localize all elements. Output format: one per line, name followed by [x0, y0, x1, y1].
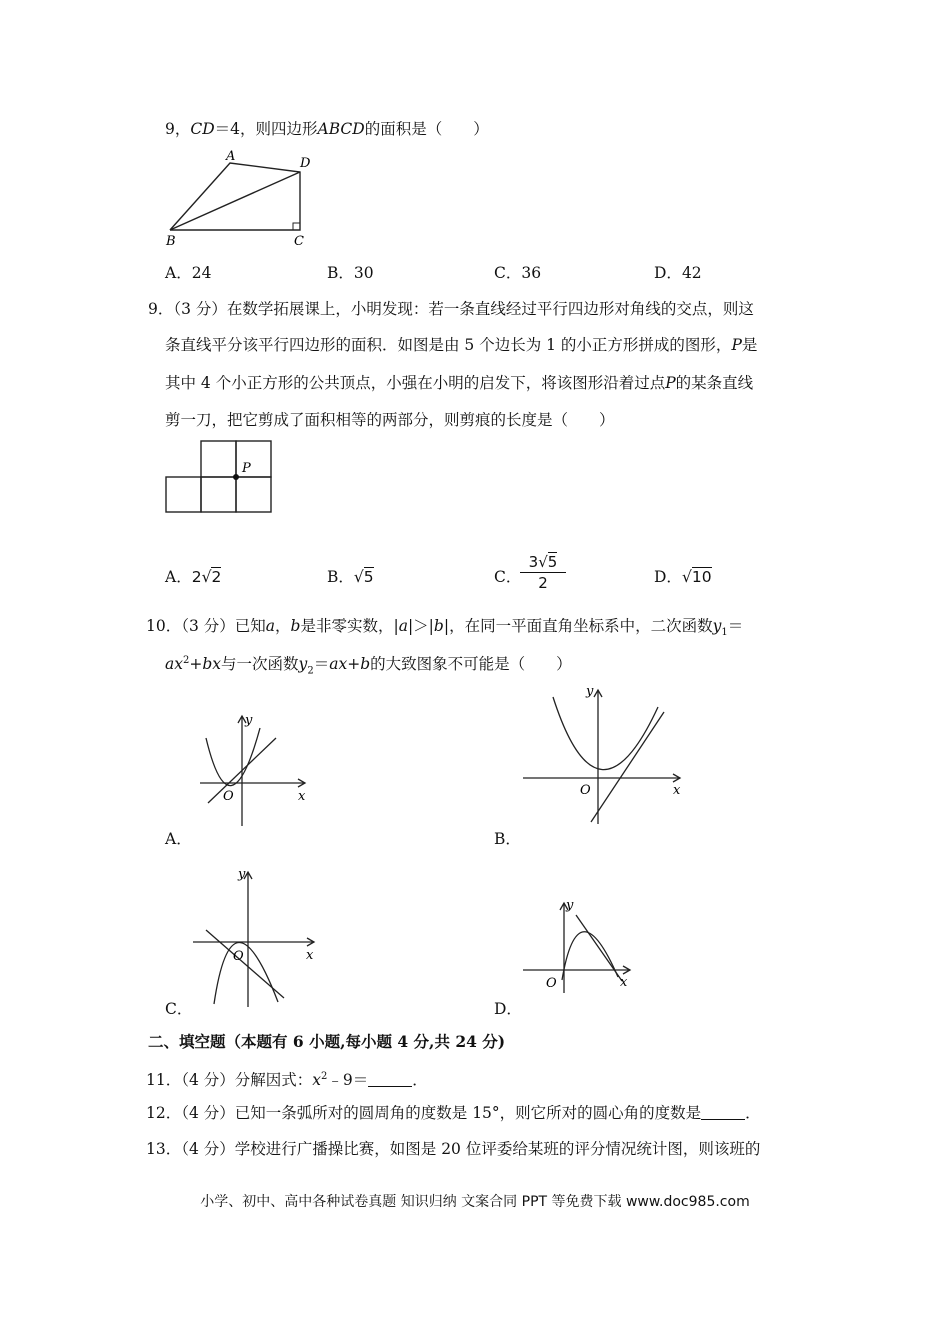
q9-option-c-numerator: 3√5 — [520, 552, 566, 573]
q9-square-top-left — [201, 441, 236, 477]
q9-option-c-fraction — [520, 552, 566, 593]
q11-tail: ﹣9＝ — [327, 1071, 369, 1090]
q10-b-line — [591, 712, 664, 822]
q9-option-c — [494, 566, 521, 588]
q9-option-d-letter: D． — [654, 568, 682, 586]
q8-option-d — [654, 262, 702, 284]
q13-text: 13．（4 分）学校进行广播操比赛，如图是 20 位评委给某班的评分情况统计图，则该班的 — [146, 1140, 761, 1158]
q10-graph-a — [190, 708, 320, 830]
q8-option-b-letter: B． — [327, 264, 354, 282]
q12-text: 12．（4 分）已知一条弧所对的圆周角的度数是 15°，则它所对的圆心角的度数是 — [146, 1104, 702, 1122]
q10-option-a: A． — [165, 830, 192, 848]
q10-var-a: a — [265, 617, 276, 635]
q10-y2-sub: 2 — [307, 665, 314, 677]
q9-option-d-radicand: 10 — [691, 568, 712, 586]
q10-a-y-label: y — [245, 713, 253, 728]
q9-option-a-radical: √2 — [201, 568, 222, 586]
q10-line-1-text: 10．（3 分）已知 — [146, 617, 266, 635]
section-2-title: 二、填空题（本题有 6 小题,每小题 4 分,共 24 分) — [148, 1032, 506, 1051]
q8-stem — [165, 119, 489, 139]
q10-d-line — [576, 915, 622, 981]
q8-quadrilateral-figure — [160, 145, 320, 250]
q8-label-c: C — [294, 234, 304, 249]
q10-c-x-label: x — [306, 948, 314, 963]
q9-line-3-text: 其中 4 个小正方形的公共顶点，小强在小明的启发下，将该图形沿着过点 — [165, 374, 666, 392]
q8-label-b: B — [166, 234, 176, 249]
q8-option-c — [494, 262, 541, 284]
q9-line-3-p: P — [665, 374, 676, 392]
q9-option-a — [165, 566, 221, 588]
q12-line — [146, 1103, 761, 1123]
q11-prefix: 11．（4 分）分解因式： — [146, 1071, 313, 1090]
q8-text-1: ＝4，则四边形 — [214, 120, 318, 138]
q10-y1-sub: 1 — [721, 627, 728, 639]
q9-option-a-coef: 2 — [191, 568, 202, 586]
q9-option-d — [654, 566, 712, 588]
q8-label-d: D — [300, 156, 311, 171]
q11-end: ． — [412, 1071, 428, 1090]
q10-d-origin: O — [546, 976, 557, 991]
q9-line-2 — [165, 335, 757, 355]
page-footer: 小学、初中、高中各种试卷真题 知识归纳 文案合同 PPT 等免费下载 www.doc985.com — [200, 1194, 750, 1210]
q10-d-x-label: x — [620, 975, 628, 990]
q9-option-c-radicand: 5 — [547, 553, 558, 571]
q10-eq-2: ＝ — [313, 655, 330, 674]
q8-option-c-letter: C． — [494, 264, 522, 282]
q8-option-d-value: 42 — [681, 264, 702, 282]
q9-point-p — [233, 474, 239, 480]
q8-option-a-letter: A． — [165, 264, 192, 282]
q9-option-b — [327, 566, 374, 588]
q10-ax-2: ax — [329, 655, 348, 674]
q8-cd: CD — [190, 120, 215, 138]
q10-plus: + — [189, 655, 203, 674]
q10-b-origin: O — [580, 783, 591, 798]
q8-option-a-value: 24 — [191, 264, 212, 282]
q10-c-origin: O — [233, 949, 244, 964]
q10-plus-2: + — [347, 655, 361, 674]
q10-y2: y — [298, 655, 308, 674]
q10-option-d: D． — [494, 1000, 522, 1018]
q10-c-parabola — [214, 942, 278, 1004]
q10-graph-d — [518, 895, 638, 995]
q10-b-parabola — [553, 697, 658, 770]
q9-square-bottom-1 — [166, 477, 201, 512]
q10-ax: ax — [165, 655, 183, 674]
q10-c-line — [206, 930, 284, 998]
q8-diagonal-bd — [170, 172, 300, 230]
q8-outline — [170, 163, 300, 230]
q9-squares-figure — [160, 436, 280, 518]
q10-line-2 — [165, 651, 572, 681]
q10-eq-1: ＝ — [727, 617, 744, 635]
q9-square-bottom-3 — [236, 477, 271, 512]
q10-d-y-label: y — [566, 898, 574, 913]
q10-line-1-text-3: |，在同一平面直角坐标系中，二次函数 — [443, 617, 713, 635]
q11-x: x — [312, 1071, 322, 1090]
q8-option-b — [327, 262, 374, 284]
q9-line-2-text: 条直线平分该平行四边形的面积．如图是由 5 个边长为 1 的小正方形拼成的图形， — [165, 336, 732, 354]
q9-square-bottom-2 — [201, 477, 236, 512]
q10-d-parabola — [562, 932, 618, 980]
q9-option-b-letter: B． — [327, 568, 354, 586]
q9-line-3 — [165, 373, 753, 393]
q10-bx: bx — [202, 655, 222, 674]
q9-option-b-radical: √5 — [353, 568, 374, 586]
q10-abs-b: b — [433, 617, 444, 635]
q8-abcd: ABCD — [317, 120, 365, 138]
q8-text-2: 的面积是（ ） — [364, 120, 489, 138]
q8-label-a: A — [226, 149, 236, 164]
q10-a-x-label: x — [298, 789, 306, 804]
q9-option-a-letter: A． — [165, 568, 192, 586]
q10-a-parabola — [206, 728, 260, 786]
q10-line-2-mid: 与一次函数 — [221, 655, 299, 674]
q12-answer-blank[interactable] — [701, 1105, 745, 1120]
q11-answer-blank[interactable] — [368, 1072, 412, 1087]
q10-a-origin: O — [223, 789, 234, 804]
q10-graph-c — [188, 862, 323, 1010]
q11-sup: 2 — [321, 1071, 328, 1082]
q9-option-c-letter: C． — [494, 568, 522, 586]
q10-graph-b — [518, 682, 688, 827]
q10-abs-a: a — [398, 617, 408, 635]
q12-end: ． — [745, 1104, 761, 1122]
q9-option-b-radicand: 5 — [363, 568, 374, 586]
q10-b-2: b — [360, 655, 371, 674]
q10-c-y-label: y — [238, 867, 246, 882]
q9-label-p: P — [242, 461, 251, 476]
q10-y1: y — [712, 617, 722, 635]
q9-line-2-tail: 是 — [741, 336, 758, 354]
q8-option-b-value: 30 — [353, 264, 374, 282]
q10-gt: |＞| — [407, 617, 434, 635]
q9-option-d-radical: √10 — [681, 568, 712, 586]
q9-option-c-coef: 3 — [528, 553, 539, 571]
q10-comma: ， — [275, 617, 291, 635]
q9-line-2-p: P — [731, 336, 742, 354]
q10-var-b: b — [290, 617, 301, 635]
q10-line-1 — [146, 616, 743, 643]
q10-option-c: C． — [165, 1000, 193, 1018]
q10-b-x-label: x — [673, 783, 681, 798]
q10-sup-2: 2 — [182, 655, 190, 666]
q8-option-a — [165, 262, 211, 284]
q11-line — [146, 1067, 428, 1090]
q10-option-b: B． — [494, 830, 521, 848]
q9-option-c-denominator: 2 — [538, 574, 548, 592]
q10-line-1-text-2: 是非零实数，| — [300, 617, 399, 635]
q9-line-1: 9．（3 分）在数学拓展课上，小明发现：若一条直线经过平行四边形对角线的交点，则这 — [148, 300, 754, 318]
q9-line-3-tail: 的某条直线 — [675, 374, 754, 392]
q8-number: 9， — [165, 120, 191, 138]
q9-line-4: 剪一刀，把它剪成了面积相等的两部分，则剪痕的长度是（ ） — [165, 411, 615, 429]
q10-line-2-tail: 的大致图象不可能是（ ） — [370, 655, 572, 674]
q8-right-angle-mark — [293, 223, 300, 230]
q8-option-d-letter: D． — [654, 264, 682, 282]
q8-option-c-value: 36 — [521, 264, 542, 282]
q9-option-a-radicand: 2 — [211, 568, 222, 586]
q10-b-y-label: y — [586, 684, 594, 699]
